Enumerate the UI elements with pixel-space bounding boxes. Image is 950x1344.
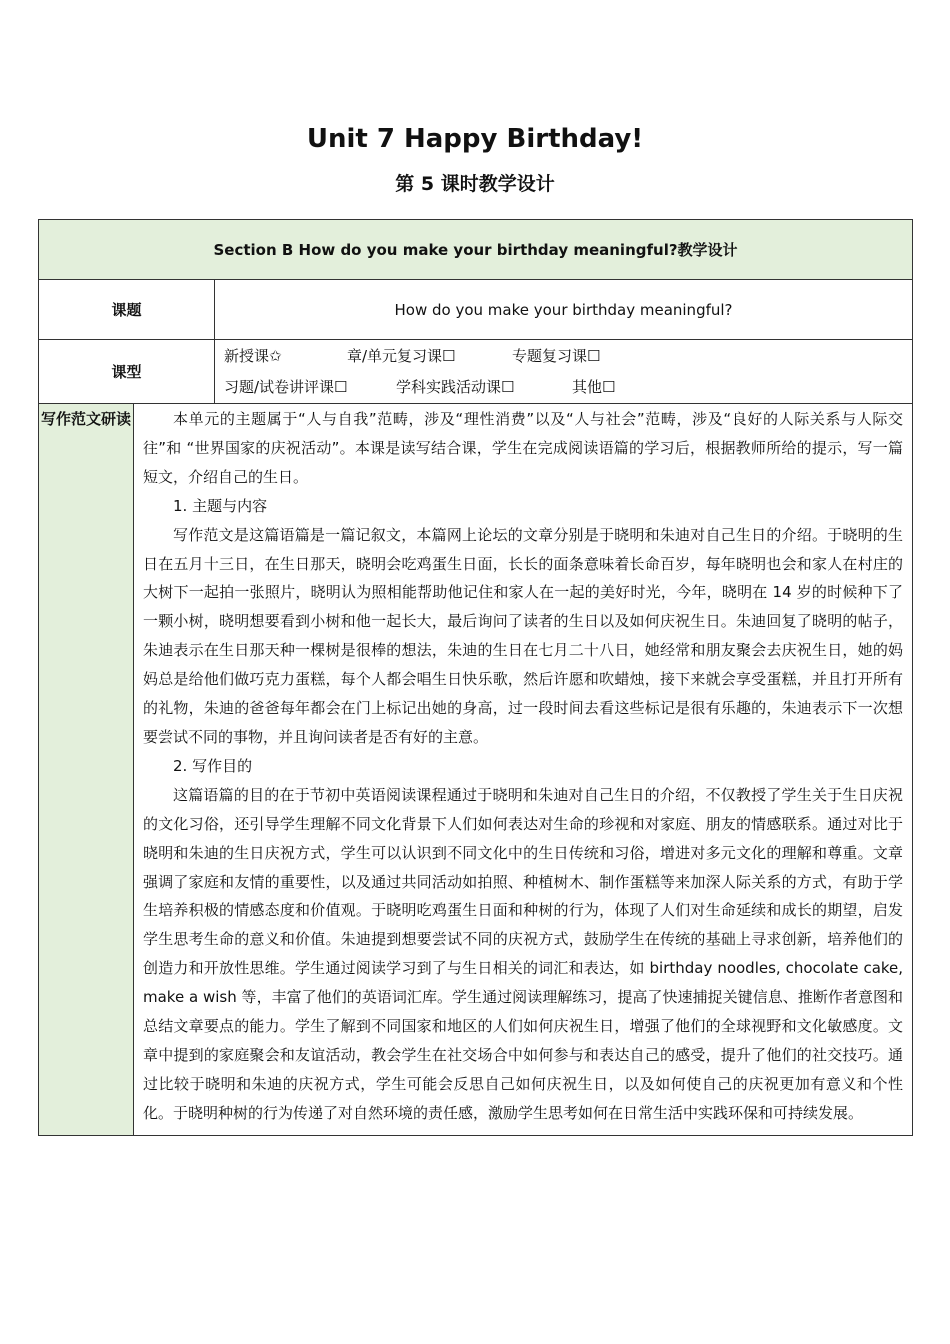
section-title-cell: [39, 220, 913, 280]
section-heading-theme: 1. 主题与内容: [173, 496, 268, 515]
lesson-plan-table: [38, 219, 913, 1136]
type-option-new-lesson: 新授课✩: [224, 346, 282, 365]
intro-paragraph: 本单元的主题属于“人与自我”范畴，涉及“理性消费”以及“人与社会”范畴，涉及“良好的人际关系与人际交往”和 “世界国家的庆祝活动”。本课是读写结合课，学生在完成阅读语篇的学习后，根据教师所给的提示，写一篇短文，介绍自己的生日。: [143, 410, 904, 486]
topic-label-cell: [39, 280, 215, 340]
section-heading-purpose: 2. 写作目的: [173, 756, 253, 775]
type-options-row-2: [224, 372, 912, 403]
type-option-unit-review: 章/单元复习课☐: [347, 346, 456, 365]
theme-paragraph: 写作范文是这篇语篇是一篇记叙文，本篇网上论坛的文章分别是于晓明和朱迪对自己生日的介绍。于晓明的生日在五月十三日，在生日那天，晓明会吃鸡蛋生日面，长长的面条意味着长命百岁，每年晓明也会和家人在村庄的大树下一起拍一张照片，晓明认为照相能帮助他记住和家人在一起的美好时光，今年，晓明在 14 岁的时候种下了一颗小树，晓明想要看到小树和他一起长大，最后询问了读者的生日以及如何庆祝生日。朱迪回复了晓明的帖子，朱迪表示在生日那天种一棵树是很棒的想法，朱迪的生日在七月二十八日，她经常和朋友聚会去庆祝生日，她的妈妈总是给他们做巧克力蛋糕，每个人都会唱生日快乐歌，然后许愿和吹蜡烛，接下来就会享受蛋糕，并且打开所有的礼物，朱迪的爸爸每年都会在门上标记出她的身高，过一段时间去看这些标记是很有乐趣的，朱迪表示下一次想要尝试不同的事物，并且询问读者是否有好的主意。: [143, 525, 904, 746]
type-option-other: 其他☐: [572, 377, 616, 396]
topic-label: 课题: [111, 301, 142, 319]
purpose-paragraph: 这篇语篇的目的在于节初中英语阅读课程通过于晓明和朱迪对自己生日的介绍，不仅教授了学生关于生日庆祝的文化习俗，还引导学生理解不同文化背景下人们如何表达对生命的珍视和对家庭、朋友的情感联系。通过对比于晓明和朱迪的生日庆祝方式，学生可以认识到不同文化中的生日传统和习俗，增进对多元文化的理解和尊重。文章强调了家庭和友情的重要性，以及通过共同活动如拍照、种植树木、制作蛋糕等来加深人际关系的方式，有助于学生培养积极的情感态度和价值观。于晓明吃鸡蛋生日面和种树的行为，体现了人们对生命延续和成长的期望，启发学生思考生命的意义和价值。朱迪提到想要尝试不同的庆祝方式，鼓励学生在传统的基础上寻求创新，培养他们的创造力和开放性思维。学生通过阅读学习到了与生日相关的词汇和表达，如 birthday noodles, chocolate cake, make a wish 等，丰富了他们的英语词汇库。学生通过阅读理解练习，提高了快速捕捉关键信息、推断作者意图和总结文章要点的能力。学生了解到不同国家和地区的人们如何庆祝生日，增强了他们的全球视野和文化敏感度。文章中提到的家庭聚会和友谊活动，教会学生在社交场合中如何参与和表达自己的感受，提升了他们的社交技巧。通过比较于晓明和朱迪的庆祝方式，学生可能会反思自己如何庆祝生日，以及如何使自己的庆祝更加有意义和个性化。于晓明种树的行为传递了对自然环境的责任感，激励学生思考如何在日常生活中实践环保和可持续发展。: [143, 785, 904, 1122]
type-options-cell: [215, 340, 913, 404]
type-option-exercise-review: 习题/试卷讲评课☐: [224, 377, 348, 396]
analysis-label-cell: [39, 404, 134, 1136]
analysis-body-cell: [134, 404, 913, 1136]
type-option-practice-activity: 学科实践活动课☐: [396, 377, 515, 396]
type-label: 课型: [111, 363, 142, 381]
topic-value-cell: [215, 280, 913, 340]
analysis-label: 写作范文研读: [40, 410, 131, 428]
type-option-topic-review: 专题复习课☐: [512, 346, 601, 365]
type-options-row-1: [224, 341, 912, 372]
lesson-subtitle: 第 5 课时教学设计: [395, 173, 555, 195]
document-title: Unit 7 Happy Birthday!: [306, 124, 644, 154]
type-label-cell: [39, 340, 215, 404]
section-title: Section B How do you make your birthday meaningful?教学设计: [213, 241, 738, 259]
topic-value: How do you make your birthday meaningful?: [394, 300, 733, 319]
